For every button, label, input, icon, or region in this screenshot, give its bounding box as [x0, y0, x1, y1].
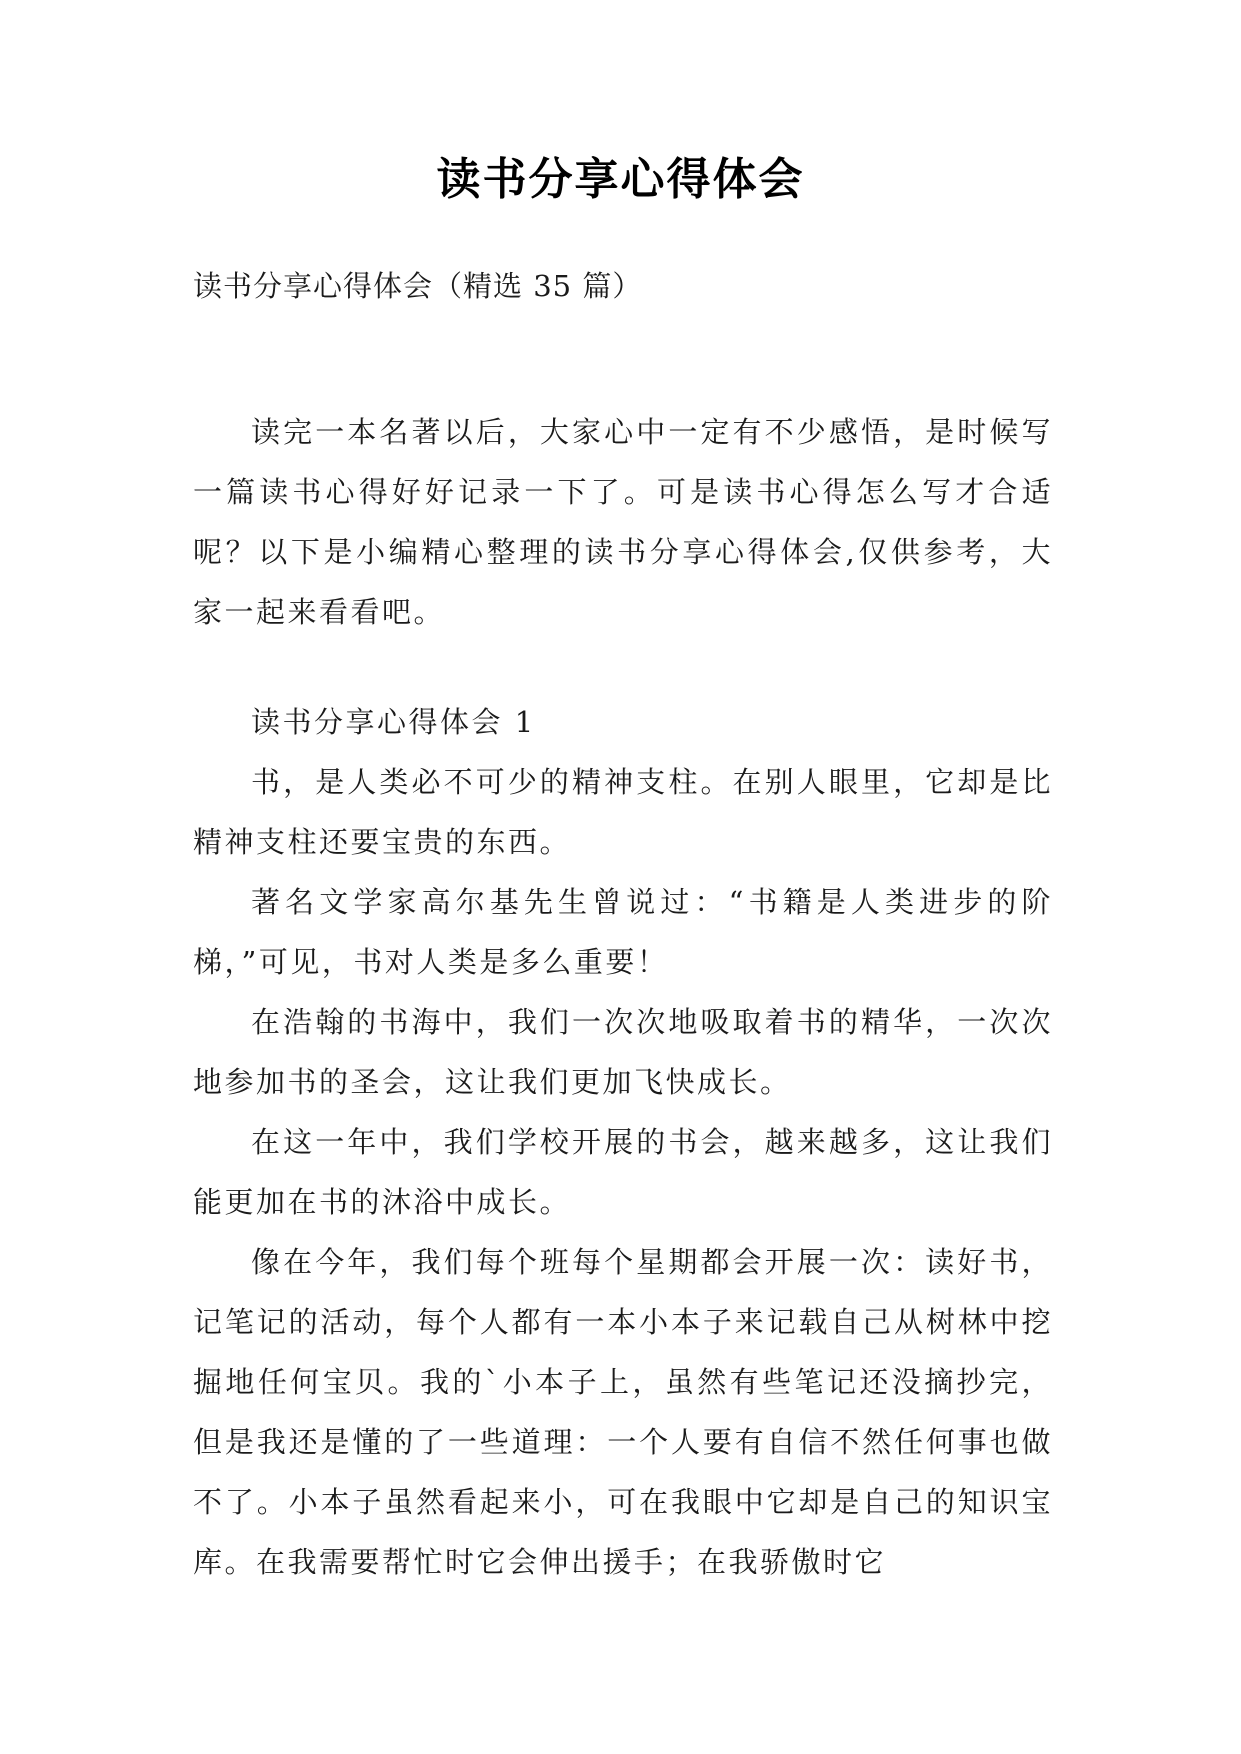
intro-paragraph: 读完一本名著以后，大家心中一定有不少感悟，是时候写一篇读书心得好好记录一下了。可是读书心得怎么写才合适呢？以下是小编精心整理的读书分享心得体会,仅供参考，大家一起来看看吧。	[193, 415, 1053, 629]
section-heading: 读书分享心得体会 1	[251, 705, 536, 739]
article-section	[193, 692, 1053, 1592]
document-title: 读书分享心得体会	[436, 154, 805, 205]
body-paragraph: 在这一年中，我们学校开展的书会，越来越多，这让我们能更加在书的沐浴中成长。	[193, 1125, 1053, 1219]
body-paragraph: 书，是人类必不可少的精神支柱。在别人眼里，它却是比精神支柱还要宝贵的东西。	[193, 765, 1053, 859]
body-paragraph: 著名文学家高尔基先生曾说过：“书籍是人类进步的阶梯，”可见，书对人类是多么重要！	[193, 885, 1053, 979]
body-paragraph: 像在今年，我们每个班每个星期都会开展一次：读好书，记笔记的活动，每个人都有一本小本子来记载自己从树林中挖掘地任何宝贝。我的`小本子上，虽然有些笔记还没摘抄完，但是我还是懂的了一些道理：一个人要有自信不然任何事也做不了。小本子虽然看起来小，可在我眼中它却是自己的知识宝库。在我需要帮忙时它会伸出援手；在我骄傲时它	[193, 1245, 1053, 1579]
document-subtitle: 读书分享心得体会（精选 35 篇）	[193, 269, 643, 303]
body-paragraph: 在浩翰的书海中，我们一次次地吸取着书的精华，一次次地参加书的圣会，这让我们更加飞快成长。	[193, 1005, 1053, 1099]
intro-section	[193, 402, 1053, 642]
